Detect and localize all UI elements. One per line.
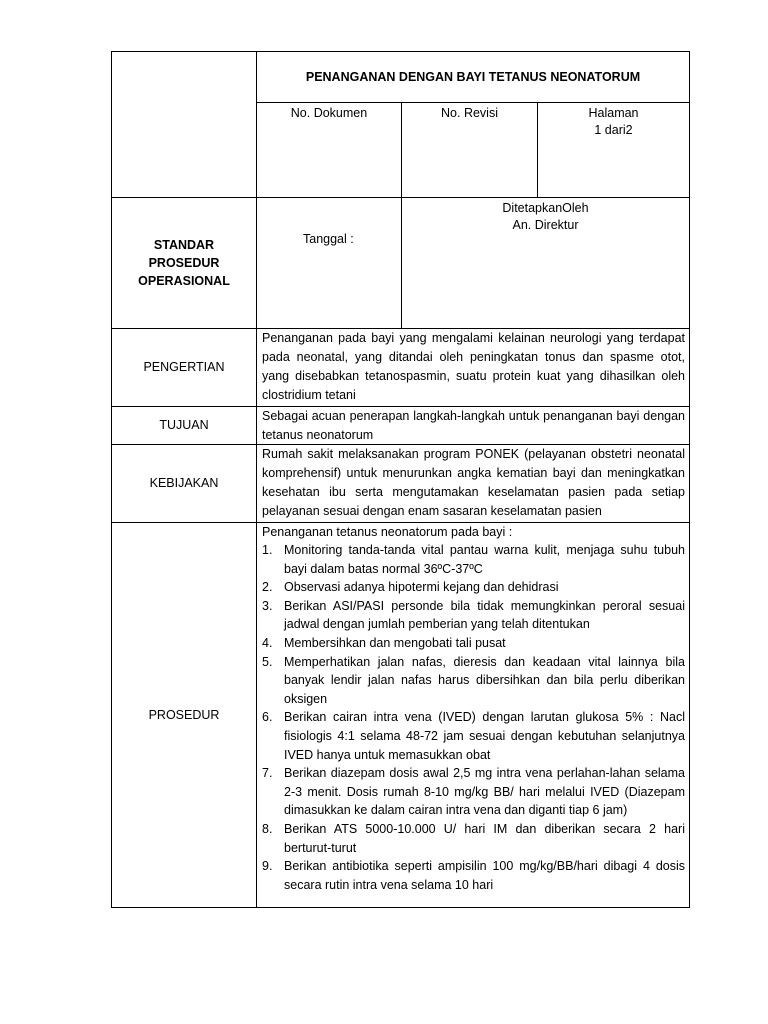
step-text: Observasi adanya hipotermi kejang dan dehidrasi	[284, 580, 559, 595]
step-text: Berikan ASI/PASI personde bila tidak memungkinkan peroral sesuai jadwal dengan jumlah pemberian yang telah ditentukan	[284, 598, 685, 632]
sop-document-table	[111, 51, 690, 908]
step-number: 4.	[262, 635, 273, 650]
pengertian-text: Penanganan pada bayi yang mengalami kelainan neurologi yang terdapat pada neonatal, yang ditandai oleh peningkatan tonus dan spasme otot, yang disebabkan tetanospasmin, suatu protein kuat yang dihasilkan oleh clostridium tetani	[262, 331, 685, 402]
step-number: 2.	[262, 580, 273, 595]
halaman-value: 1 dari2	[594, 123, 633, 137]
step-number: 6.	[262, 710, 273, 725]
tanggal-cell	[257, 198, 402, 329]
tanggal-label: Tanggal :	[303, 232, 354, 246]
sop-label-line1: STANDAR	[153, 238, 215, 252]
step-text: Berikan diazepam dosis awal 2,5 mg intra vena perlahan-lahan selama 2-3 menit. Dosis rumah 8-10 mg/kg BB/ hari melalui IVED (Diazepam dimasukkan ke dalam cairan intra vena dan diganti tiap 6 jam)	[284, 766, 685, 818]
kebijakan-label: KEBIJAKAN	[112, 445, 257, 523]
prosedur-step	[262, 708, 685, 764]
halaman-cell	[538, 103, 690, 198]
step-text: Berikan antibiotika seperti ampisilin 100 mg/kg/BB/hari dibagi 4 dosis secara rutin intra vena selama 10 hari	[284, 859, 685, 892]
prosedur-steps	[262, 541, 685, 894]
step-text: Monitoring tanda-tanda vital pantau warna kulit, menjaga suhu tubuh bayi dalam batas normal 36ºC-37ºC	[284, 543, 685, 576]
pengertian-label: PENGERTIAN	[112, 329, 257, 407]
ditetapkan-cell	[402, 198, 690, 329]
prosedur-label: PROSEDUR	[112, 523, 257, 908]
kebijakan-text: Rumah sakit melaksanakan program PONEK (pelayanan obstetri neonatal komprehensif) untuk menurunkan angka kematian bayi dan meningkatkan kesehatan ibu serta mengutamakan keselamatan pasien pada setiap pelayanan sesuai dengan enam sasaran keselamatan pasien	[262, 447, 685, 518]
halaman-label: Halaman	[588, 106, 639, 120]
step-text: Berikan cairan intra vena (IVED) dengan larutan glukosa 5% : Nacl fisiologis 4:1 selama 48-72 jam sesuai dengan kebutuhan selanjutnya IVED hanya untuk memasukkan obat	[284, 710, 685, 762]
tujuan-content	[257, 407, 690, 445]
tujuan-text: Sebagai acuan penerapan langkah-langkah untuk penanganan bayi dengan tetanus neonatorum	[262, 409, 685, 442]
step-number: 1.	[262, 543, 273, 557]
prosedur-step	[262, 653, 685, 709]
prosedur-step	[262, 541, 685, 578]
step-text: Memperhatikan jalan nafas, dieresis dan keadaan vital lainnya bila banyak lendir jalan nafas harus dibersihkan dan bila perlu diberikan oksigen	[284, 654, 685, 706]
no-dokumen-cell	[257, 103, 402, 198]
step-number: 9.	[262, 859, 273, 874]
kebijakan-content	[257, 445, 690, 523]
step-text: Berikan ATS 5000-10.000 U/ hari IM dan diberikan secara 2 hari berturut-turut	[284, 821, 685, 855]
an-direktur: An. Direktur	[512, 218, 579, 232]
prosedur-step	[262, 578, 685, 597]
document-title: PENANGANAN DENGAN BAYI TETANUS NEONATORUM	[257, 52, 690, 103]
ditetapkan-oleh: DitetapkanOleh	[502, 201, 589, 215]
no-revisi-cell	[402, 103, 538, 198]
sop-label-line3: OPERASIONAL	[138, 274, 230, 288]
prosedur-step	[262, 634, 685, 653]
step-number: 5.	[262, 654, 273, 669]
sop-label-line2: PROSEDUR	[148, 256, 220, 270]
prosedur-intro: Penanganan tetanus neonatorum pada bayi :	[262, 525, 513, 539]
no-revisi-label: No. Revisi	[441, 106, 498, 120]
step-text: Membersihkan dan mengobati tali pusat	[284, 635, 506, 650]
prosedur-step	[262, 820, 685, 857]
prosedur-step	[262, 857, 685, 894]
prosedur-step	[262, 597, 685, 634]
prosedur-content	[257, 523, 690, 908]
logo-cell	[112, 52, 257, 198]
pengertian-content	[257, 329, 690, 407]
no-dokumen-label: No. Dokumen	[290, 106, 368, 120]
sop-label-cell	[112, 198, 257, 329]
step-number: 3.	[262, 598, 273, 613]
prosedur-step	[262, 764, 685, 820]
tujuan-label: TUJUAN	[112, 407, 257, 445]
step-number: 8.	[262, 821, 273, 836]
step-number: 7.	[262, 766, 273, 781]
